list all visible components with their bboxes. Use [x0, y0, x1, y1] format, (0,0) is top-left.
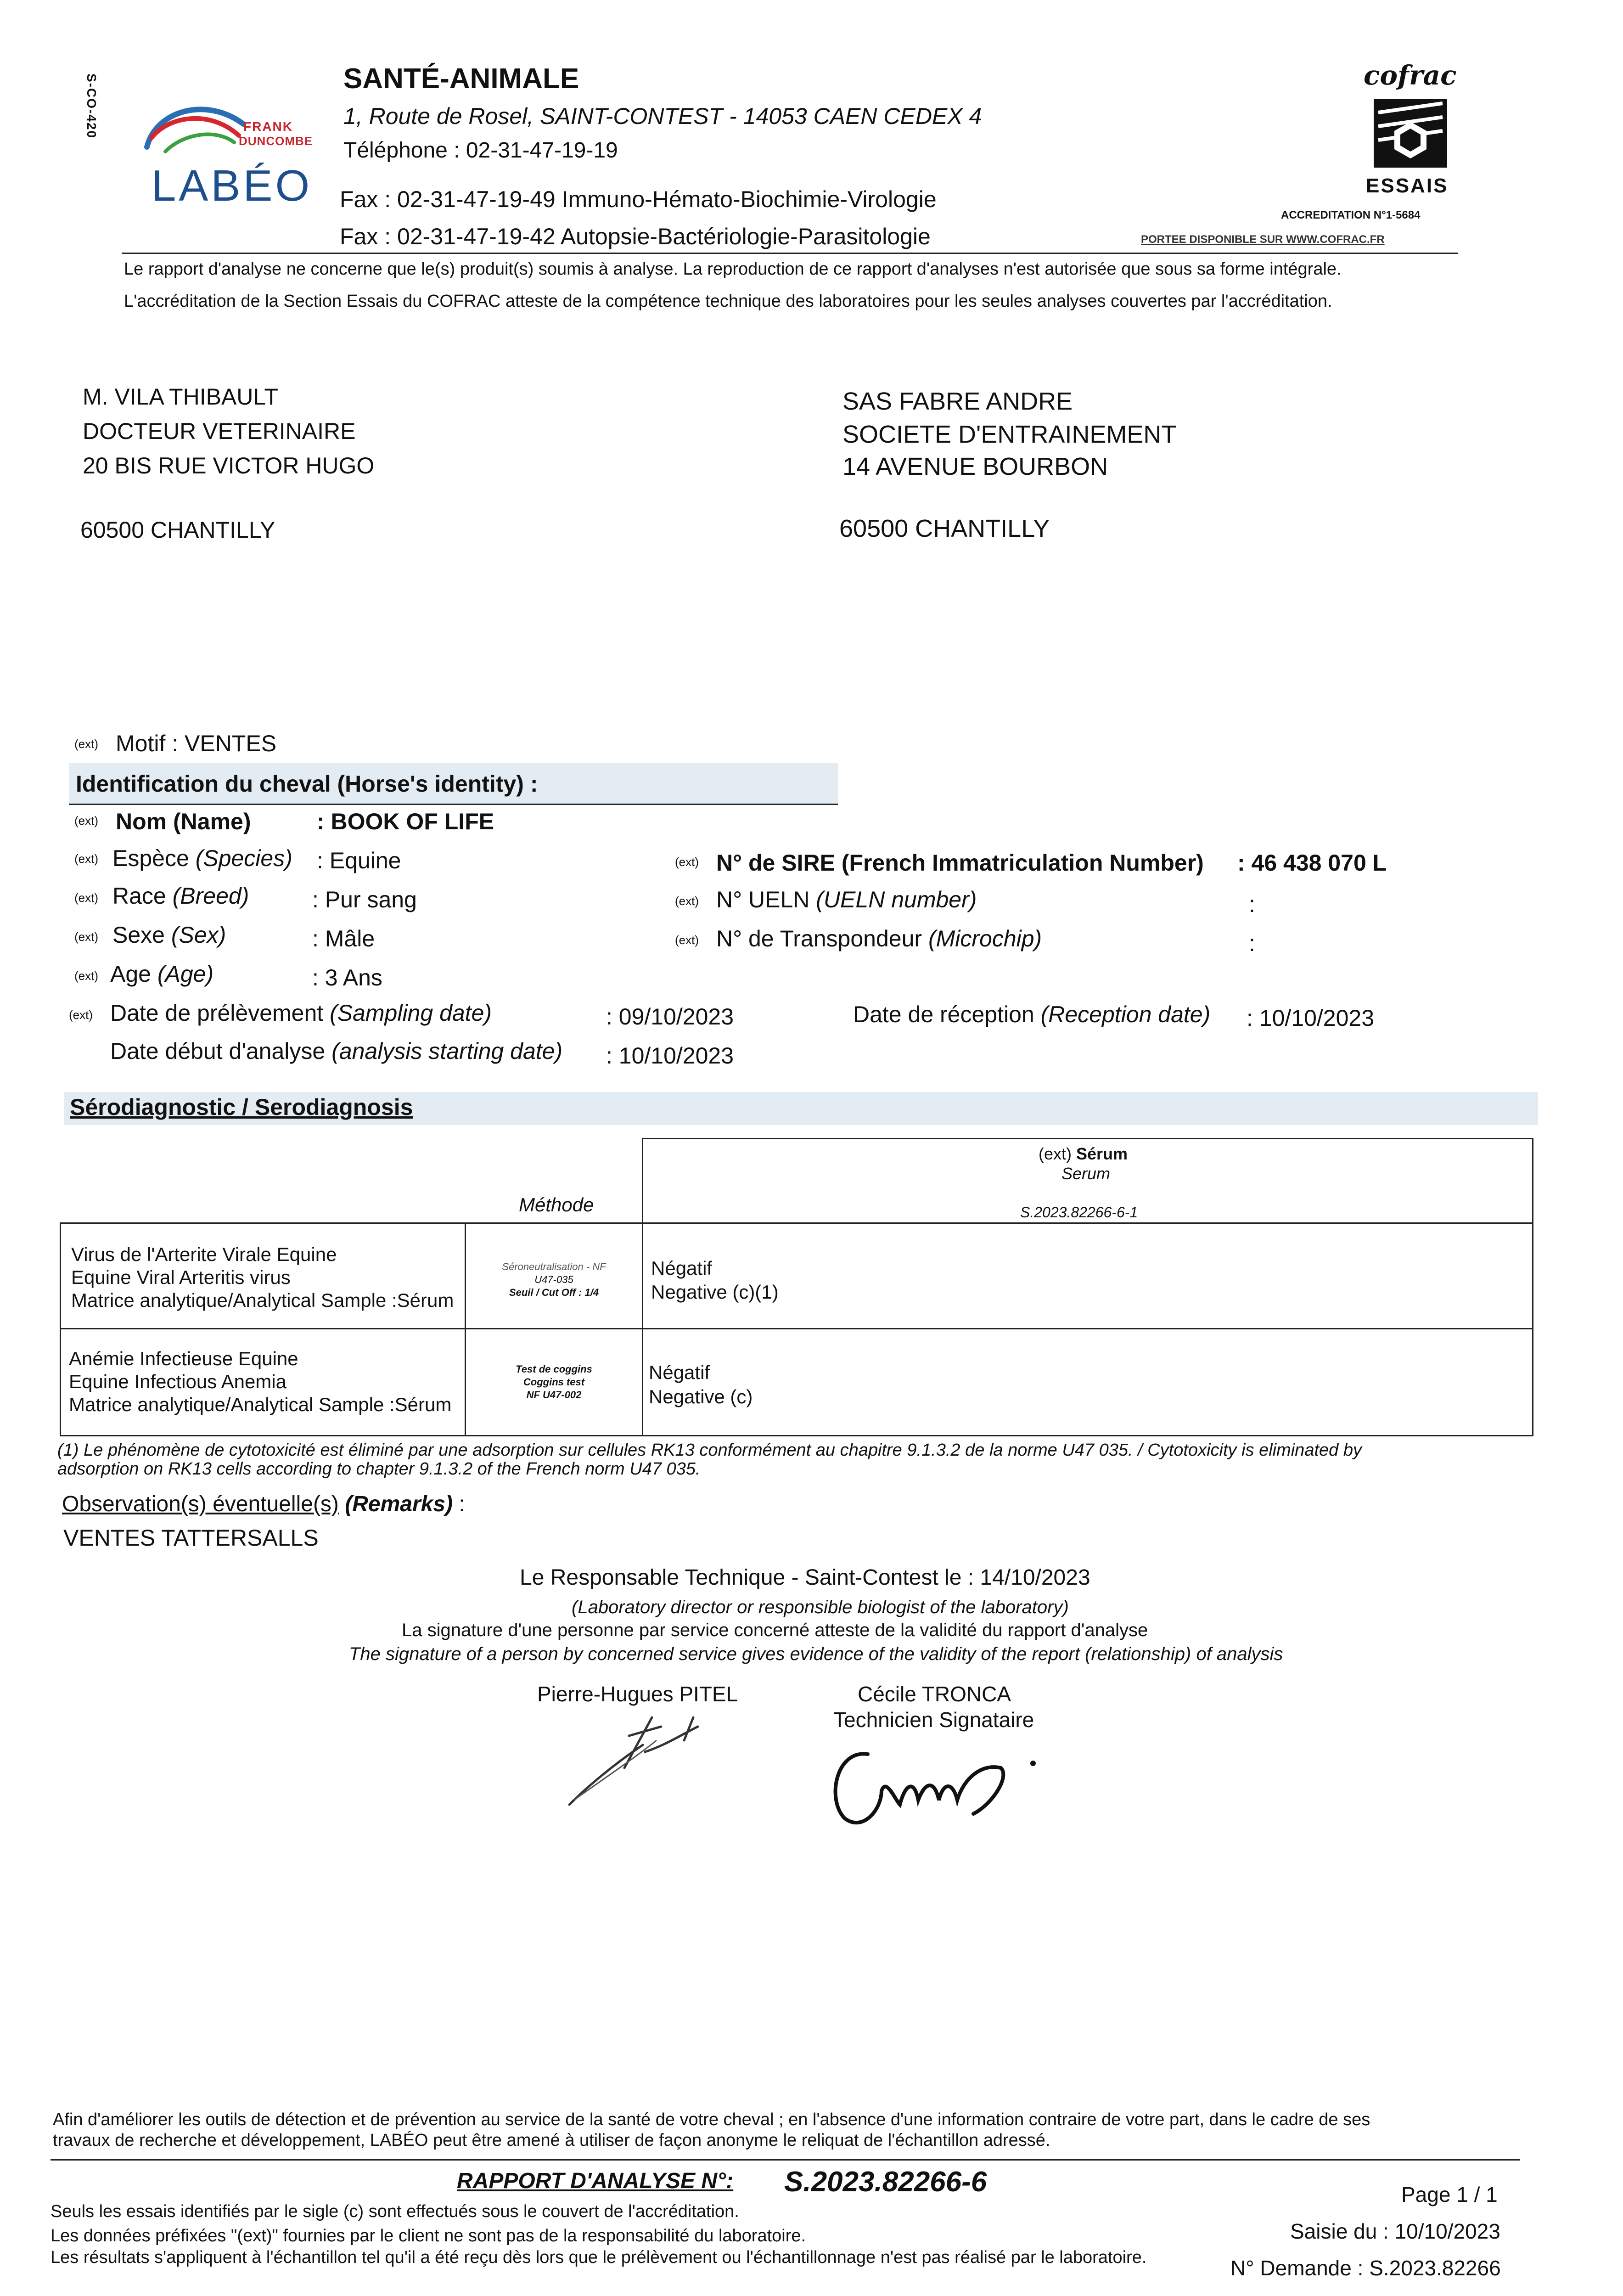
signatory-2-title: Technicien Signataire [833, 1708, 1034, 1732]
analyte-1-line-3: Matrice analytique/Analytical Sample :Sérum [71, 1289, 454, 1311]
sire-value: : 46 438 070 L [1237, 850, 1387, 876]
espece-value: : Equine [317, 848, 401, 873]
sample-id: S.2023.82266-6-1 [1020, 1204, 1138, 1221]
transpondeur-value: : [1249, 930, 1255, 956]
lab-address: 1, Route de Rosel, SAINT-CONTEST - 14053 CAEN CEDEX 4 [343, 103, 982, 129]
saisie-date: Saisie du : 10/10/2023 [1290, 2219, 1500, 2243]
signature-line-2: (Laboratory director or responsible biologist of the laboratory) [572, 1597, 1069, 1617]
recipient-left-name: M. VILA THIBAULT [83, 384, 279, 410]
transpondeur-label-fr: N° de Transpondeur [716, 926, 922, 951]
header-divider [122, 253, 1458, 254]
recipient-right-city: 60500 CHANTILLY [839, 515, 1050, 542]
method-1-line-2: U47-035 [534, 1274, 573, 1285]
ext-tag: (ext) [675, 894, 699, 908]
nom-value: : BOOK OF LIFE [317, 809, 494, 834]
debut-analyse-label-en: (analysis starting date) [331, 1038, 563, 1064]
lab-fax-2: Fax : 02-31-47-19-42 Autopsie-Bactériologie-Parasitologie [340, 224, 931, 249]
observations-label-en: (Remarks) [345, 1492, 453, 1516]
identification-heading: Identification du cheval (Horse's identity) : [76, 771, 538, 797]
ueln-label-fr: N° UELN [716, 887, 810, 912]
cofrac-accreditation: ACCREDITATION N°1-5684 [1281, 209, 1421, 221]
sexe-value: : Mâle [312, 926, 375, 951]
prelevement-label-en: (Sampling date) [330, 1000, 492, 1026]
observations-label [62, 1491, 465, 1517]
ext-tag: (ext) [74, 814, 98, 827]
cofrac-emblem-icon [1365, 94, 1456, 172]
disclaimer-line-2: L'accréditation de la Section Essais du COFRAC atteste de la compétence technique des laboratoires pour les seules analyses couvertes par l'accréditation. [124, 292, 1332, 311]
sexe-label [112, 922, 226, 948]
race-label [112, 883, 249, 909]
cofrac-logo [1341, 60, 1460, 207]
footnote-line-2: adsorption on RK13 cells according to chapter 9.1.3.2 of the French norm U47 035. [57, 1459, 701, 1479]
sire-label: N° de SIRE (French Immatriculation Number) [716, 850, 1204, 876]
prelevement-label-fr: Date de prélèvement [110, 1000, 324, 1026]
age-label-en: (Age) [157, 961, 214, 987]
cofrac-name: cofrac [1364, 60, 1457, 91]
age-label [110, 961, 213, 987]
rapport-number: S.2023.82266-6 [784, 2166, 987, 2198]
ueln-value: : [1249, 891, 1255, 917]
method-1 [466, 1261, 642, 1299]
method-2-line-1: Test de coggins [516, 1363, 592, 1375]
observations-label-fr: Observation(s) éventuelle(s) [62, 1492, 339, 1516]
row-divider [60, 1328, 1533, 1329]
ext-tag: (ext) [69, 1008, 93, 1022]
analyte-1-line-2: Equine Viral Arteritis virus [71, 1266, 291, 1288]
labeo-logo [129, 92, 312, 211]
debut-analyse-value: : 10/10/2023 [606, 1043, 734, 1069]
footer-note-2: Les données préfixées "(ext)" fournies par le client ne sont pas de la responsabilité du laboratoire. [51, 2226, 806, 2245]
age-value: : 3 Ans [312, 965, 382, 990]
reception-value: : 10/10/2023 [1247, 1005, 1375, 1031]
sexe-label-fr: Sexe [112, 922, 165, 948]
sample-header-fr [1039, 1144, 1128, 1164]
cofrac-portee: PORTEE DISPONIBLE SUR WWW.COFRAC.FR [1141, 233, 1385, 246]
motif: Motif : VENTES [116, 731, 277, 756]
method-1-line-1: Séroneutralisation - NF [502, 1261, 606, 1272]
method-2 [466, 1363, 642, 1401]
race-label-fr: Race [112, 883, 166, 909]
ext-tag: (ext) [675, 933, 699, 947]
footer-notice-line-2: travaux de recherche et développement, LABÉO peut être amené à utiliser de façon anonyme le reliquat de l'échantillon adressé. [53, 2131, 1050, 2150]
footer-note-1: Seuls les essais identifiés par le sigle (c) sont effectués sous le couvert de l'accréditation. [51, 2202, 739, 2221]
recipient-left-title: DOCTEUR VETERINAIRE [83, 418, 356, 444]
analyte-2-line-1: Anémie Infectieuse Equine [69, 1348, 298, 1369]
debut-analyse-label-fr: Date début d'analyse [110, 1038, 326, 1064]
espece-label-fr: Espèce [112, 845, 189, 871]
debut-analyse-label [110, 1038, 562, 1064]
ext-tag: (ext) [74, 852, 98, 866]
signature-responsable: Le Responsable Technique - Saint-Contest le : 14/10/2023 [520, 1565, 1090, 1590]
footer-note-3: Les résultats s'appliquent à l'échantillon tel qu'il a été reçu dès lors que le prélèvement ou l'échantillonnage n'est pas réalisé par le laboratoire. [51, 2248, 1147, 2267]
signatory-2-name: Cécile TRONCA [858, 1682, 1011, 1706]
signature-line-4: The signature of a person by concerned service gives evidence of the validity of the report (relationship) of analysis [349, 1644, 1283, 1664]
reception-label [853, 1001, 1210, 1028]
method-1-line-3: Seuil / Cut Off : 1/4 [509, 1287, 599, 1298]
signatory-1-name: Pierre-Hugues PITEL [537, 1682, 738, 1706]
footer-divider [51, 2159, 1520, 2161]
analyte-1-line-1: Virus de l'Arterite Virale Equine [71, 1244, 337, 1265]
prelevement-label [110, 1000, 492, 1026]
cofrac-essais: ESSAIS [1366, 174, 1449, 197]
observations-colon: : [459, 1492, 465, 1516]
analyte-2-line-2: Equine Infectious Anemia [69, 1371, 286, 1392]
signature-2-handwriting-icon [817, 1736, 1056, 1837]
ext-tag: (ext) [74, 969, 98, 983]
labeo-swoosh-icon [138, 92, 257, 161]
observations-value: VENTES TATTERSALLS [63, 1525, 319, 1551]
demande-number: N° Demande : S.2023.82266 [1230, 2256, 1501, 2280]
signature-line-3: La signature d'une personne par service concerné atteste de la validité du rapport d'analyse [402, 1620, 1148, 1640]
logo-duncombe: DUNCOMBE [239, 134, 313, 148]
ueln-label-en: (UELN number) [816, 887, 977, 912]
recipient-left-city: 60500 CHANTILLY [80, 517, 275, 543]
result-2-fr: Négatif [649, 1362, 710, 1383]
recipient-right-company: SOCIETE D'ENTRAINEMENT [842, 421, 1177, 448]
lab-phone: Téléphone : 02-31-47-19-19 [343, 138, 618, 163]
page-number: Page 1 / 1 [1401, 2183, 1498, 2206]
lab-title: SANTÉ-ANIMALE [343, 63, 579, 95]
nom-label: Nom (Name) [116, 809, 251, 834]
serodiag-heading: Sérodiagnostic / Serodiagnosis [70, 1094, 413, 1120]
sample-header-ext: (ext) [1039, 1144, 1072, 1163]
result-1-en: Negative (c)(1) [651, 1281, 779, 1303]
reception-label-fr: Date de réception [853, 1002, 1034, 1027]
ext-tag: (ext) [74, 930, 98, 944]
rapport-label: RAPPORT D'ANALYSE N°: [457, 2169, 734, 2193]
sample-header-en: Serum [1061, 1164, 1111, 1183]
lab-fax-1: Fax : 02-31-47-19-49 Immuno-Hémato-Biochimie-Virologie [340, 186, 937, 212]
ueln-label [716, 886, 977, 913]
logo-labeo-text: LABÉO [152, 161, 313, 210]
col-divider-method-right [642, 1222, 643, 1436]
footer-notice-line-1: Afin d'améliorer les outils de détection et de prévention au service de la santé de votre cheval ; en l'absence d'une information contraire de votre part, dans le cadre de ses [53, 2110, 1370, 2129]
result-2-en: Negative (c) [649, 1386, 753, 1407]
ext-tag: (ext) [74, 891, 98, 905]
analyte-2-line-3: Matrice analytique/Analytical Sample :Sérum [69, 1394, 452, 1415]
reception-label-en: (Reception date) [1040, 1002, 1211, 1027]
logo-frank: FRANK [243, 119, 293, 134]
side-document-code: S-CO-420 [84, 73, 99, 139]
recipient-left-street: 20 BIS RUE VICTOR HUGO [83, 453, 375, 478]
result-1-fr: Négatif [651, 1257, 713, 1279]
prelevement-value: : 09/10/2023 [606, 1004, 734, 1030]
ext-tag: (ext) [675, 855, 699, 869]
method-2-line-3: NF U47-002 [526, 1389, 582, 1401]
race-value: : Pur sang [312, 887, 417, 912]
methode-header: Méthode [519, 1194, 594, 1216]
transpondeur-label-en: (Microchip) [928, 926, 1042, 951]
method-2-line-2: Coggins test [523, 1376, 585, 1388]
disclaimer-line-1: Le rapport d'analyse ne concerne que le(s) produit(s) soumis à analyse. La reproduction de ce rapport d'analyses n'est autorisée que sous sa forme intégrale. [124, 259, 1342, 279]
sample-header-serum: Sérum [1076, 1144, 1128, 1163]
espece-label [112, 845, 292, 872]
col-divider-method-left [465, 1222, 466, 1436]
sexe-label-en: (Sex) [171, 922, 226, 948]
espece-label-en: (Species) [195, 845, 292, 871]
identification-heading-underline [69, 804, 838, 805]
recipient-right-name: SAS FABRE ANDRE [842, 388, 1073, 415]
age-label-fr: Age [110, 961, 151, 987]
recipient-right-street: 14 AVENUE BOURBON [842, 453, 1108, 480]
race-label-en: (Breed) [172, 883, 249, 909]
footnote-line-1: (1) Le phénomène de cytotoxicité est éliminé par une adsorption sur cellules RK13 conformément au chapitre 9.1.3.2 de la norme U47 035. / Cytotoxicity is eliminated by [57, 1441, 1362, 1460]
signature-1-handwriting-icon [560, 1708, 725, 1809]
transpondeur-label [716, 925, 1042, 952]
ext-tag: (ext) [74, 737, 98, 751]
